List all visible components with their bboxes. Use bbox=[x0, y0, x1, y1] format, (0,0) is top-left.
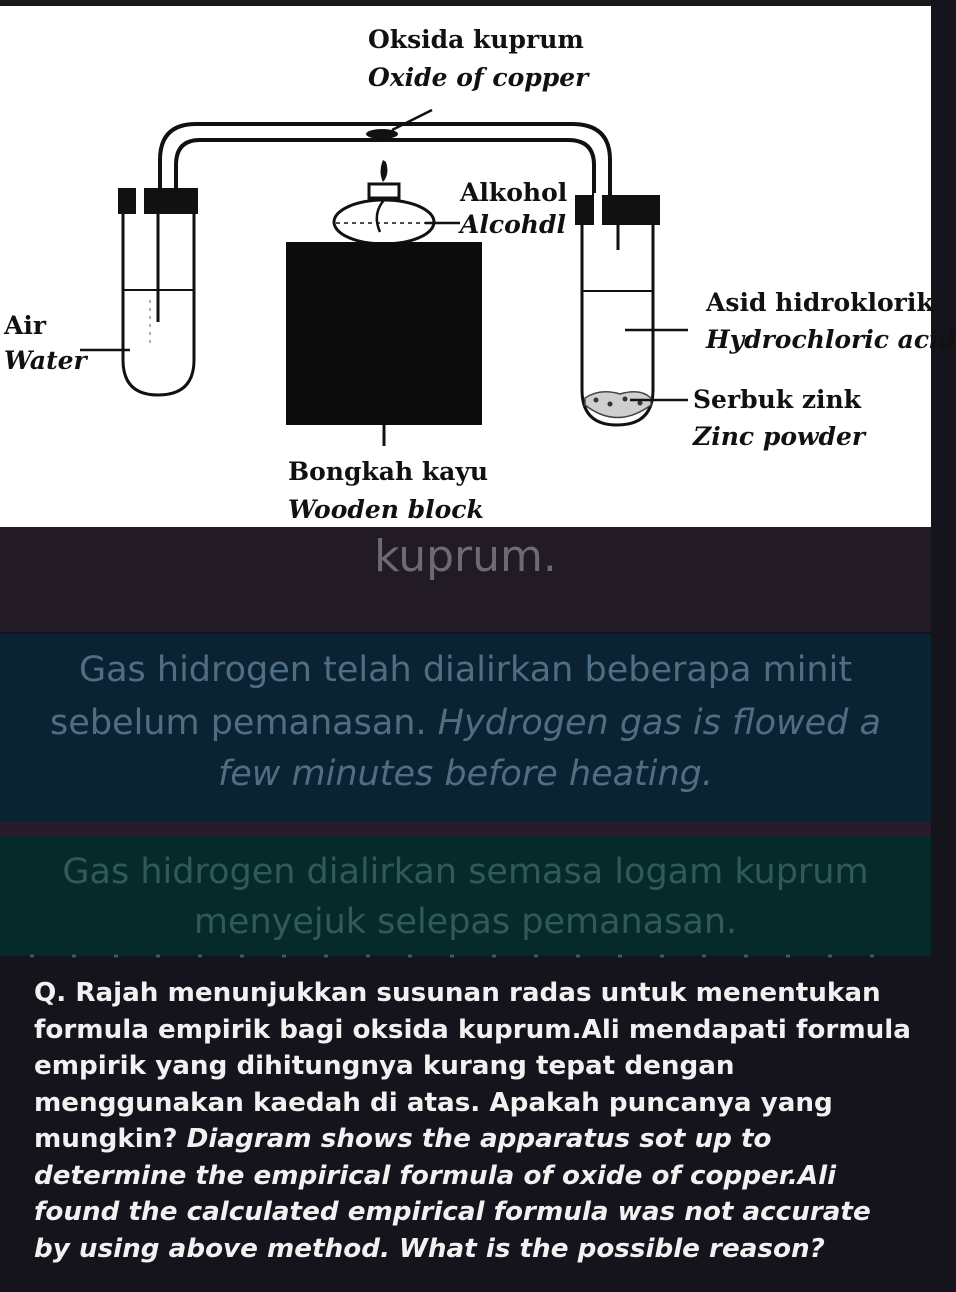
option-b-line2-normal: sebelum pemanasan. bbox=[50, 703, 438, 743]
question-line: Q. Rajah menunjukkan susunan radas untuk menentukan bbox=[34, 978, 881, 1008]
right-stopper-hole bbox=[594, 193, 602, 227]
fragment-dots bbox=[0, 944, 931, 964]
label-block-en: Wooden block bbox=[288, 495, 484, 524]
question-line5-italic: Diagram shows the apparatus sot up to bbox=[186, 1124, 772, 1154]
top-edge-strip bbox=[0, 0, 931, 6]
label-acid-ms: Asid hidroklorik bbox=[706, 288, 934, 317]
label-alcohol-en: Alcohdl bbox=[460, 210, 566, 239]
question-line: determine the empirical formula of oxide of copper.Ali bbox=[34, 1160, 837, 1191]
zinc-grain bbox=[608, 402, 613, 407]
wooden-block bbox=[286, 242, 482, 425]
zinc-grain bbox=[623, 397, 628, 402]
answer-option-b[interactable] bbox=[0, 634, 931, 822]
lamp-flame bbox=[381, 160, 388, 182]
label-block-ms: Bongkah kayu bbox=[288, 457, 489, 486]
apparatus-diagram bbox=[0, 0, 956, 527]
zinc-grain bbox=[594, 398, 599, 403]
question-text bbox=[34, 975, 914, 1267]
label-acid-en: Hydrochloric acid bbox=[706, 325, 956, 354]
question-line bbox=[34, 1121, 914, 1158]
option-b-line2 bbox=[0, 703, 931, 743]
option-a-text: kuprum. bbox=[374, 531, 557, 582]
lamp-wick-holder bbox=[369, 184, 399, 198]
left-stopper-hole bbox=[136, 186, 144, 216]
option-c-line2: menyejuk selepas pemanasan. bbox=[193, 902, 738, 942]
cut-off-text-fragment bbox=[0, 944, 931, 964]
question-line5-normal: mungkin? bbox=[34, 1124, 187, 1154]
label-zinc-en: Zinc powder bbox=[693, 422, 866, 451]
answer-option-c[interactable] bbox=[0, 836, 931, 956]
copper-oxide-pointer bbox=[392, 110, 432, 130]
label-oxide-en: Oxide of copper bbox=[368, 63, 589, 92]
label-alcohol-ms: Alkohol bbox=[460, 178, 568, 207]
label-water-ms: Air bbox=[4, 311, 47, 340]
option-b-line2-italic: Hydrogen gas is flowed a bbox=[437, 703, 881, 743]
option-separator bbox=[0, 822, 931, 836]
option-c-line1: Gas hidrogen dialirkan semasa logam kuprum bbox=[62, 852, 869, 892]
answer-option-a[interactable] bbox=[0, 527, 931, 632]
question-line: formula empirik bagi oksida kuprum.Ali mendapati formula bbox=[34, 1014, 911, 1045]
question-line: found the calculated empirical formula was not accurate bbox=[34, 1197, 871, 1227]
label-zinc-ms: Serbuk zink bbox=[693, 385, 862, 414]
question-line: by using above method. What is the possible reason? bbox=[34, 1233, 825, 1264]
lamp-body bbox=[334, 200, 434, 244]
question-line: empirik yang dihitungnya kurang tepat dengan bbox=[34, 1051, 735, 1081]
label-oxide-ms: Oksida kuprum bbox=[368, 25, 584, 54]
option-b-line1: Gas hidrogen telah dialirkan beberapa minit bbox=[78, 650, 853, 690]
label-water-en: Water bbox=[4, 346, 87, 375]
option-b-line3: few minutes before heating. bbox=[217, 754, 714, 794]
question-line: menggunakan kaedah di atas. Apakah puncanya yang bbox=[34, 1087, 833, 1118]
